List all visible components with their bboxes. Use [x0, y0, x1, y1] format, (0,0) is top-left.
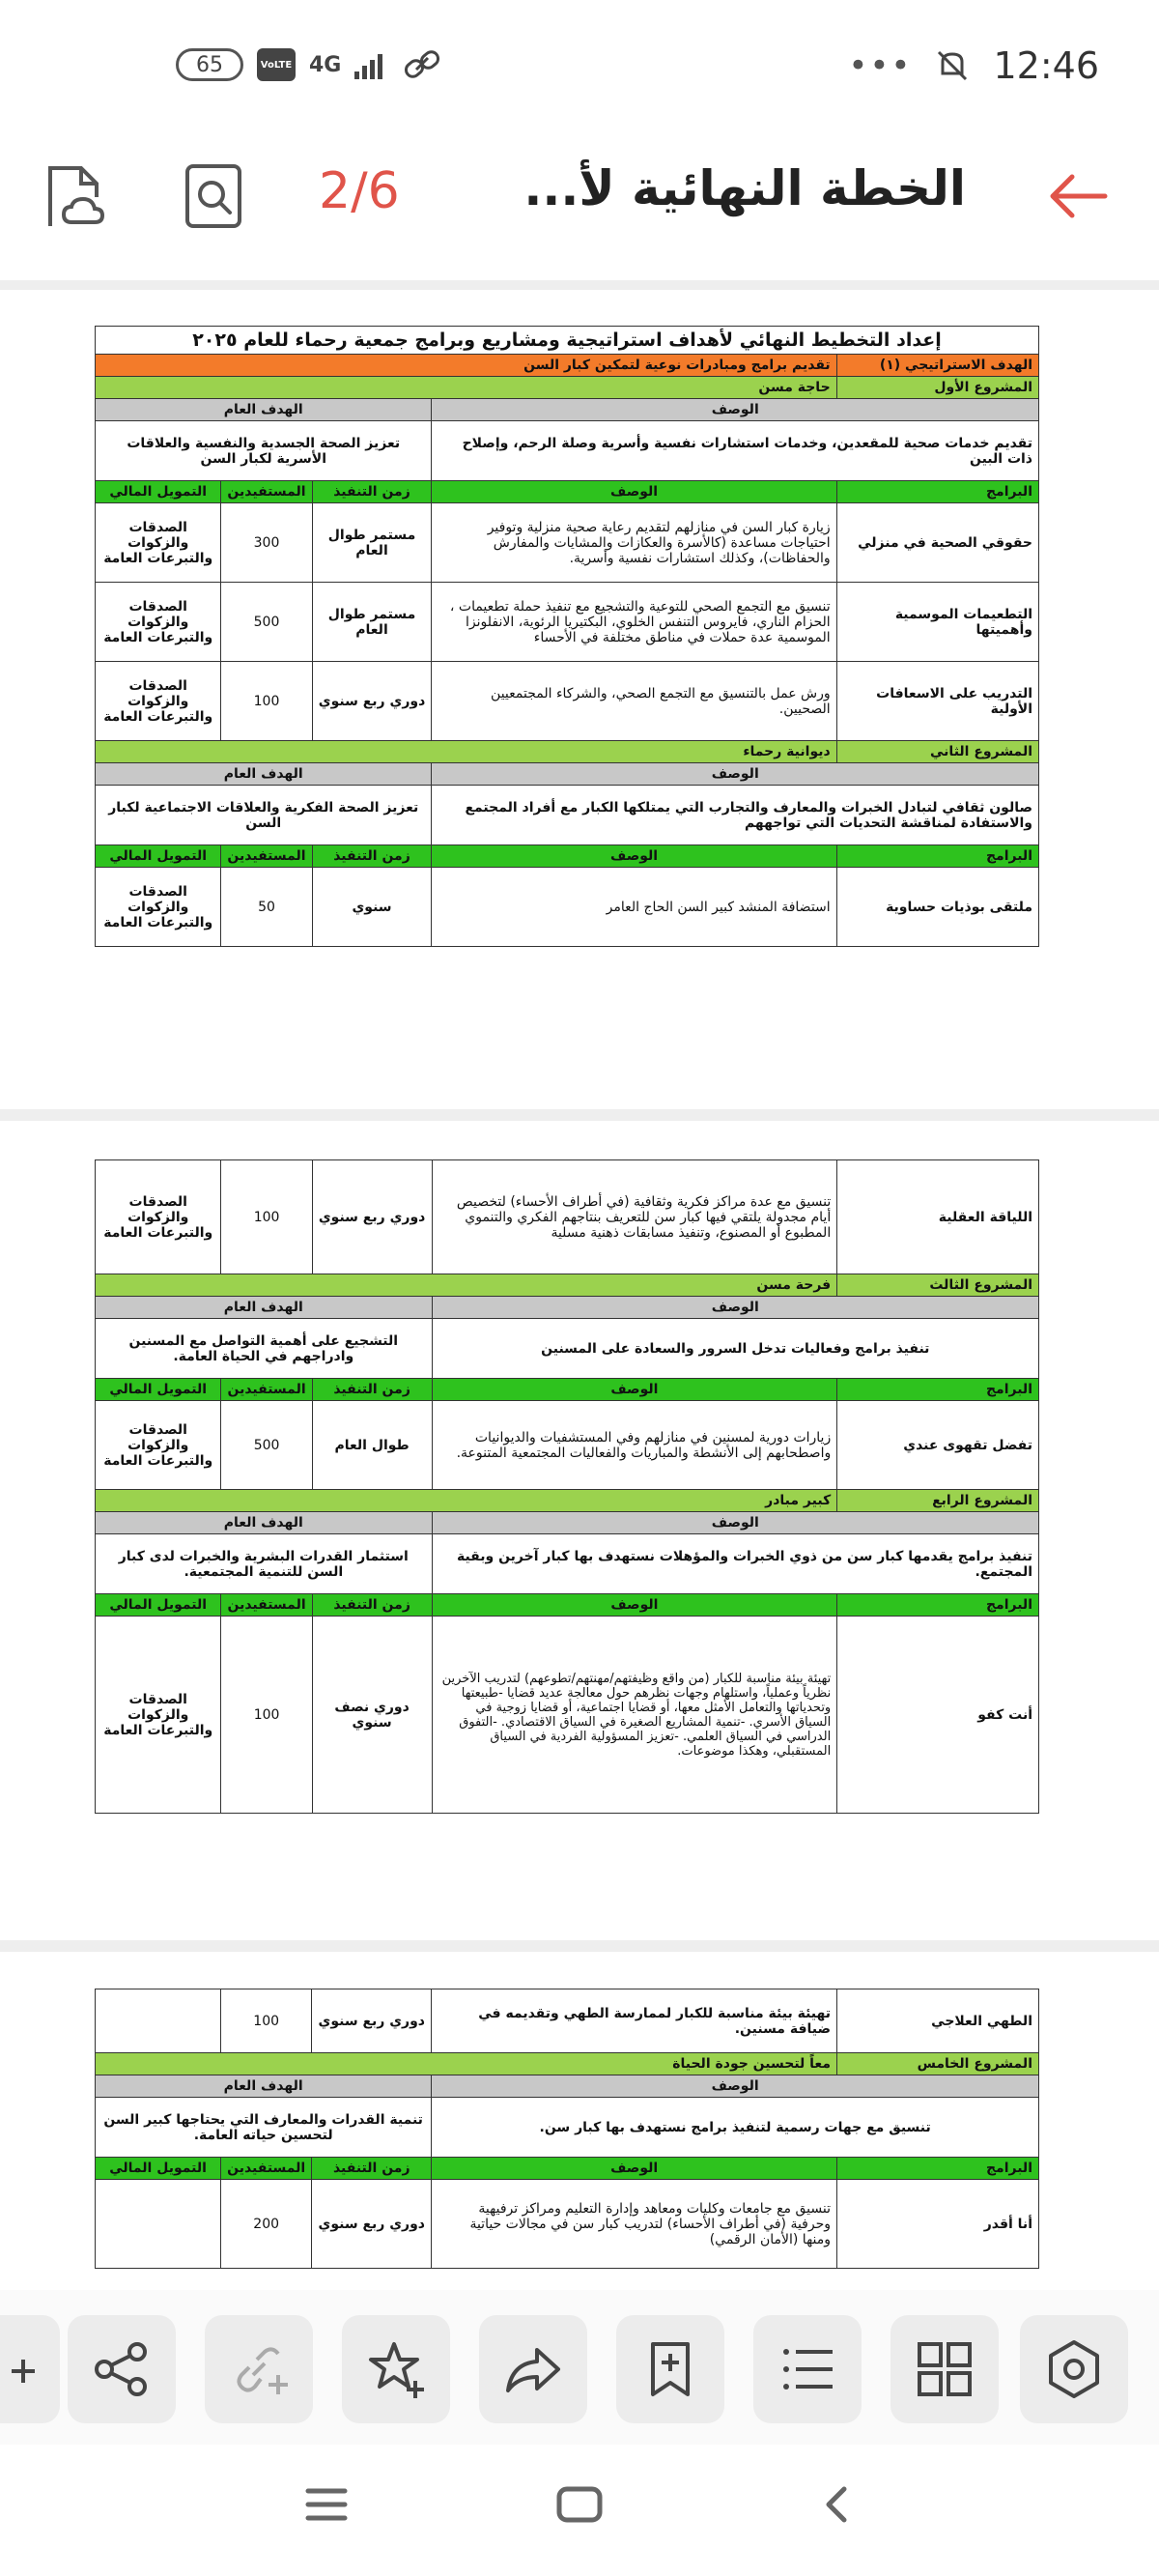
plan-title: إعداد التخطيط النهائي لأهداف استراتيجية ومشاريع وبرامج جمعية رحماء للعام ٢٠٢٥	[96, 327, 1039, 355]
battery-indicator: 65	[176, 48, 243, 81]
program-beneficiaries: 300	[221, 503, 312, 583]
project-name: كبير مبادر	[96, 1490, 837, 1512]
program-name: ملتقى بوذيات حساوية	[836, 868, 1038, 947]
program-desc: استضافة المنشد كبير السن الحاج العامر	[432, 868, 836, 947]
program-name: اللياقة العقلية	[837, 1160, 1039, 1274]
plan-table-page-1	[95, 326, 1039, 947]
program-time: سنوي	[312, 868, 432, 947]
document-page-3	[95, 1989, 1039, 2269]
table-row	[96, 868, 1039, 947]
program-funding: الصدقات والزكوات والتبرعات العامة	[96, 1617, 221, 1814]
signal-icon	[354, 50, 389, 79]
program-name: حقوقي الصحية في منزلي	[836, 503, 1038, 583]
list-icon	[777, 2338, 838, 2400]
goal-header: الهدف العام	[96, 2075, 432, 2098]
program-beneficiaries: 100	[221, 662, 312, 741]
program-funding	[96, 1989, 221, 2053]
bookmark-button[interactable]	[616, 2315, 724, 2423]
program-name: أنت كفو	[837, 1617, 1039, 1814]
strategic-goal-text: تقديم برامج ومبادرات نوعية لتمكين كبار السن	[96, 355, 837, 377]
plan-table-page-2	[95, 1159, 1039, 1814]
project-goal: تعزيز الصحة الفكرية والعلاقات الاجتماعية لكبار السن	[96, 786, 432, 845]
programs-header: البرامج	[837, 1594, 1039, 1617]
star-add-icon	[365, 2338, 427, 2400]
add-button[interactable]	[0, 2315, 60, 2423]
funding-header: التمويل المالي	[96, 1594, 221, 1617]
program-desc: تهيئة بيئة مناسبة للكبار (من واقع وظيفتهم/مهنتهم/تطوعهم) لتدريب الآخرين نظرياً وعملياً، واستلهام وجهات نظرهم حول معالجة عديد قضايا -طبيعتها وتحدياتها والتعامل الأمثل معها، أو قضايا اجتماعية، أو قضايا زوجية في السياق الأسري. -تنمية المشاريع الصغيرة في السياق الاقتصادي. -التفوق الدراسي في السياق العلمي. -تعزيز المسؤولية الفردية في السياق المستقبلي، وهكذا موضوعات.	[432, 1617, 837, 1814]
project-desc: صالون ثقافي لتبادل الخبرات والمعارف والتجارب التي يمتلكها الكبار مع أفراد المجتمع والاستفادة لمناقشة التحديات التي تواجههم	[432, 786, 1039, 845]
strategic-goal-label: الهدف الاستراتيجي (١)	[836, 355, 1038, 377]
clock: 12:46	[993, 44, 1099, 87]
program-desc: تنسيق مع التجمع الصحي للتوعية والتشجيع مع تنفيذ حملة تطعيمات ، الحزام الناري، فايروس التنفس الخلوي، البكتيريا الرئوية، الانفلونزا الموسمية عدة حملات في مناطق مختلفة في الأحساء	[432, 583, 836, 662]
program-desc: ورش عمل بالتنسيق مع التجمع الصحي، والشركاء المجتمعيين الصحيين.	[432, 662, 836, 741]
table-row	[96, 662, 1039, 741]
program-time: مستمر طوال العام	[312, 583, 432, 662]
volte-icon	[257, 48, 296, 81]
program-desc: تنسيق مع جامعات وكليات ومعاهد وإدارة التعليم ومراكز ترفيهية وحرفية (في أطراف الأحساء) لتدريب كبار سن في مجالات حياتية ومنها (الأمان الرقمي)	[432, 2180, 837, 2269]
time-header: زمن التنفيذ	[312, 845, 432, 868]
table-row	[96, 2180, 1039, 2269]
search-document-icon[interactable]	[182, 162, 245, 230]
desc-header: الوصف	[432, 845, 836, 868]
home-icon[interactable]	[555, 2485, 604, 2524]
program-beneficiaries: 100	[221, 1989, 312, 2053]
beneficiaries-header: المستفيدين	[221, 1594, 312, 1617]
programs-header: البرامج	[836, 481, 1038, 503]
project-name: معاً لتحسين جودة الحياة	[96, 2053, 837, 2075]
thumbnails-button[interactable]	[890, 2315, 999, 2423]
program-time: دوري ربع سنوي	[312, 1989, 432, 2053]
program-time: دوري نصف سنوي	[312, 1617, 432, 1814]
add-link-icon	[228, 2338, 290, 2400]
program-funding: الصدقات والزكوات والتبرعات العامة	[96, 583, 221, 662]
desc-header: الوصف	[432, 1594, 837, 1617]
network-type: 4G	[309, 52, 342, 77]
program-time: مستمر طوال العام	[312, 503, 432, 583]
favorite-button[interactable]	[342, 2315, 450, 2423]
program-funding: الصدقات والزكوات والتبرعات العامة	[96, 503, 221, 583]
forward-button[interactable]	[479, 2315, 587, 2423]
desc-header: الوصف	[432, 763, 1039, 786]
desc-header: الوصف	[432, 481, 836, 503]
program-desc: زيارة كبار السن في منازلهم لتقديم رعاية صحية منزلية وتوفير احتياجات مساعدة (كالأسرة والعكازات والمشايات والمفارش والحفاظات)، وكذلك استشارات نفسية وأسرية.	[432, 503, 836, 583]
status-bar	[0, 0, 1159, 135]
contents-button[interactable]	[753, 2315, 862, 2423]
goal-header: الهدف العام	[96, 1512, 433, 1534]
share-button[interactable]	[68, 2315, 176, 2423]
program-desc: تنسيق مع عدة مراكز فكرية وثقافية (في أطراف الأحساء) لتخصيص أيام مجدولة يلتقي فيها كبار سن للتعريف بنتاجهم الفكري والتنموي المطبوع أو المصنوع، وتنفيذ مسابقات ذهنية مسلية	[432, 1160, 837, 1274]
reader-toolbar	[0, 135, 1159, 261]
link-icon	[403, 48, 441, 81]
beneficiaries-header: المستفيدين	[221, 2158, 312, 2180]
desc-header: الوصف	[432, 399, 1039, 421]
document-page-2	[95, 1159, 1039, 1814]
table-row	[96, 1160, 1039, 1274]
funding-header: التمويل المالي	[96, 481, 221, 503]
goal-header: الهدف العام	[96, 763, 432, 786]
program-name: أنا أقدر	[837, 2180, 1039, 2269]
program-beneficiaries: 50	[221, 868, 312, 947]
program-name: التطعيمات الموسمية وأهميتها	[836, 583, 1038, 662]
program-funding: الصدقات والزكوات والتبرعات العامة	[96, 868, 221, 947]
program-time: دوري ربع سنوي	[312, 2180, 432, 2269]
share-icon	[91, 2338, 153, 2400]
table-row	[96, 503, 1039, 583]
page-separator	[0, 1940, 1159, 1952]
page-indicator[interactable]: 2/6	[319, 162, 400, 220]
project-goal: التشجيع على أهمية التواصل مع المسنين وادراجهم في الحياة العامة.	[96, 1319, 433, 1379]
project-label: المشروع الثالث	[837, 1274, 1039, 1297]
beneficiaries-header: المستفيدين	[221, 481, 312, 503]
program-name: تفضل تقهوى عندي	[837, 1401, 1039, 1490]
funding-header: التمويل المالي	[96, 845, 221, 868]
program-beneficiaries: 100	[221, 1160, 312, 1274]
table-row	[96, 583, 1039, 662]
cloud-save-icon[interactable]	[42, 162, 106, 230]
desc-header: الوصف	[432, 1379, 837, 1401]
programs-header: البرامج	[836, 845, 1038, 868]
project-label: المشروع الرابع	[837, 1490, 1039, 1512]
goal-header: الهدف العام	[96, 1297, 433, 1319]
bottom-action-bar	[0, 2290, 1159, 2445]
goal-header: الهدف العام	[96, 399, 432, 421]
program-beneficiaries: 500	[221, 1401, 312, 1490]
project-label: المشروع الأول	[836, 377, 1038, 399]
program-name: الطهي العلاجي	[837, 1989, 1039, 2053]
forward-arrow-icon	[502, 2338, 564, 2400]
more-notifications-icon: •••	[848, 46, 913, 85]
program-time: دوري ربع سنوي	[312, 1160, 432, 1274]
menu-icon[interactable]	[304, 2485, 349, 2524]
program-beneficiaries: 100	[221, 1617, 312, 1814]
program-time: دوري ربع سنوي	[312, 662, 432, 741]
time-header: زمن التنفيذ	[312, 481, 432, 503]
time-header: زمن التنفيذ	[312, 1379, 432, 1401]
program-funding	[96, 2180, 221, 2269]
back-icon[interactable]	[819, 2483, 852, 2526]
add-icon	[0, 2340, 35, 2398]
desc-header: الوصف	[432, 2075, 1039, 2098]
beneficiaries-header: المستفيدين	[221, 845, 312, 868]
desc-header: الوصف	[432, 1297, 1038, 1319]
project-desc: تقديم خدمات صحية للمقعدين، وخدمات استشارات نفسية وأسرية وصلة الرحم، وإصلاح ذات البين	[432, 421, 1039, 481]
table-row	[96, 1617, 1039, 1814]
project-desc: تنفيذ برامج وفعاليات تدخل السرور والسعادة على المسنين	[432, 1319, 1038, 1379]
funding-header: التمويل المالي	[96, 2158, 221, 2180]
program-name: التدريب على الاسعافات الأولية	[836, 662, 1038, 741]
programs-header: البرامج	[837, 2158, 1039, 2180]
table-row	[96, 1989, 1039, 2053]
settings-button[interactable]	[1020, 2315, 1128, 2423]
project-desc: تنفيذ برامج يقدمها كبار سن من ذوي الخبرات والمؤهلات نستهدف بها كبار آخرين وبقية المجتمع.	[432, 1534, 1038, 1594]
document-page-1	[95, 326, 1039, 947]
program-beneficiaries: 500	[221, 583, 312, 662]
project-name: فرحة مسن	[96, 1274, 837, 1297]
status-left	[176, 48, 441, 81]
project-goal: تعزيز الصحة الجسدية والنفسية والعلاقات الأسرية لكبار السن	[96, 421, 432, 481]
grid-icon	[914, 2338, 975, 2400]
back-arrow-icon[interactable]	[1045, 162, 1113, 230]
status-right	[848, 44, 1099, 87]
project-goal: استثمار القدرات البشرية والخبرات لدى كبار السن للتنمية المجتمعية.	[96, 1534, 433, 1594]
program-desc: تهيئة بيئة مناسبة للكبار لممارسة الطهي وتقديمه في ضيافة مسنين.	[432, 1989, 837, 2053]
plan-table-page-3	[95, 1989, 1039, 2269]
project-goal: تنمية القدرات والمعارف التي يحتاجها كبير السن لتحسين حياته العامة.	[96, 2098, 432, 2158]
settings-hexagon-icon	[1043, 2338, 1105, 2400]
project-label: المشروع الخامس	[837, 2053, 1039, 2075]
beneficiaries-header: المستفيدين	[221, 1379, 312, 1401]
program-time: طوال العام	[312, 1401, 432, 1490]
time-header: زمن التنفيذ	[312, 2158, 432, 2180]
time-header: زمن التنفيذ	[312, 1594, 432, 1617]
mute-icon	[933, 46, 972, 85]
volte-label: VoLTE	[260, 59, 293, 71]
system-navigation-bar	[0, 2445, 1159, 2576]
funding-header: التمويل المالي	[96, 1379, 221, 1401]
program-funding: الصدقات والزكوات والتبرعات العامة	[96, 662, 221, 741]
desc-header: الوصف	[432, 2158, 837, 2180]
document-title: الخطة النهائية لأ...	[523, 160, 966, 216]
program-funding: الصدقات والزكوات والتبرعات العامة	[96, 1160, 221, 1274]
desc-header: الوصف	[432, 1512, 1038, 1534]
add-link-button[interactable]	[205, 2315, 313, 2423]
page-separator	[0, 1109, 1159, 1121]
program-funding: الصدقات والزكوات والتبرعات العامة	[96, 1401, 221, 1490]
table-row	[96, 1401, 1039, 1490]
program-desc: زيارات دورية لمسنين في منازلهم وفي المستشفيات والديوانيات واصطحابهم إلى الأنشطة والمباريات والفعاليات المجتمعية المتنوعة.	[432, 1401, 837, 1490]
project-label: المشروع الثاني	[836, 741, 1038, 763]
page-separator	[0, 280, 1159, 290]
project-name: حاجة مسن	[96, 377, 837, 399]
programs-header: البرامج	[837, 1379, 1039, 1401]
project-desc: تنسيق مع جهات رسمية لتنفيذ برامج نستهدف بها كبار سن.	[432, 2098, 1039, 2158]
program-beneficiaries: 200	[221, 2180, 312, 2269]
project-name: ديوانية رحماء	[96, 741, 837, 763]
bookmark-add-icon	[639, 2338, 701, 2400]
